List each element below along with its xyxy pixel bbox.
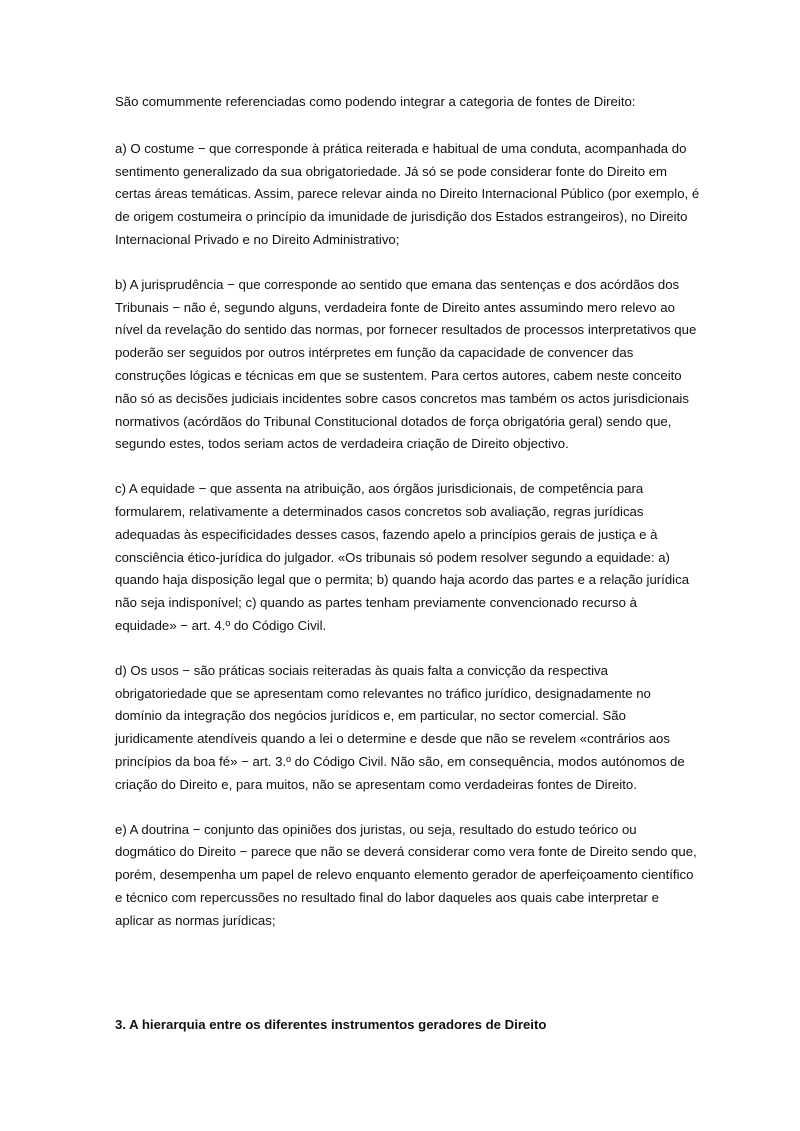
paragraph-equidade: c) A equidade − que assenta na atribuição, aos órgãos jurisdicionais, de competência para formularem, relativamente a determinados casos concretos sob avaliação, regras jurídicas adequadas às especificidades desses casos, fazendo apelo a princípios gerais de justiça e à consciência ético-jurídica do julgador. «Os tribunais só podem resolver segundo a equidade: a) quando haja disposição legal que o permita; b) quando haja acordo das partes e a relação jurídica não seja indisponível; c) quando as partes tenham previamente convencionado recurso à equidade» − art. 4.º do Código Civil.: [115, 481, 690, 633]
section-heading: 3. A hierarquia entre os diferentes instrumentos geradores de Direito: [115, 1017, 547, 1032]
paragraph-usos: d) Os usos − são práticas sociais reiteradas às quais falta a convicção da respectiva obrigatoriedade que se apresentam como relevantes no tráfico jurídico, designadamente no domínio da integração dos negócios jurídicos e, em particular, no sector comercial. São juridicamente atendíveis quando a lei o determine e desde que não se revelem «contrários aos princípios da boa fé» − art. 3.º do Código Civil. Não são, em consequência, modos autónomos de criação do Direito e, para muitos, não se apresentam como verdadeiras fontes de Direito.: [115, 662, 685, 792]
paragraph-jurisprudencia: b) A jurisprudência − que corresponde ao sentido que emana das sentenças e dos acórdãos dos Tribunais − não é, segundo alguns, verdadeira fonte de Direito antes assumindo mero relevo ao nível da revelação do sentido das normas, por fornecer resultados de processos interpretativos que poderão ser seguidos por outros intérpretes em função da capacidade de convencer das construções lógicas e técnicas em que se sustentem. Para certos autores, cabem neste conceito não só as decisões judiciais incidentes sobre casos concretos mas também os actos jurisdicionais normativos (acórdãos do Tribunal Constitucional dotados de força obrigatória geral) sendo que, segundo estes, todos seriam actos de verdadeira criação de Direito objectivo.: [115, 276, 697, 452]
intro-paragraph: São comummente referenciadas como podendo integrar a categoria de fontes de Direito:: [115, 94, 636, 109]
paragraph-costume: a) O costume − que corresponde à prática reiterada e habitual de uma conduta, acompanhada do sentimento generalizado da sua obrigatoriedade. Já só se pode considerar fonte do Direito em certas áreas temáticas. Assim, parece relevar ainda no Direito Internacional Público (por exemplo, é de origem costumeira o princípio da imunidade de jurisdição dos Estados estrangeiros), no Direito Internacional Privado e no Direito Administrativo;: [115, 140, 700, 247]
paragraph-doutrina: e) A doutrina − conjunto das opiniões dos juristas, ou seja, resultado do estudo teórico ou dogmático do Direito − parece que não se deverá considerar como vera fonte de Direito sendo que, porém, desempenha um papel de relevo enquanto elemento gerador de aperfeiçoamento científico e técnico com repercussões no resultado final do labor daqueles aos quais cabe interpretar e aplicar as normas jurídicas;: [115, 821, 697, 928]
